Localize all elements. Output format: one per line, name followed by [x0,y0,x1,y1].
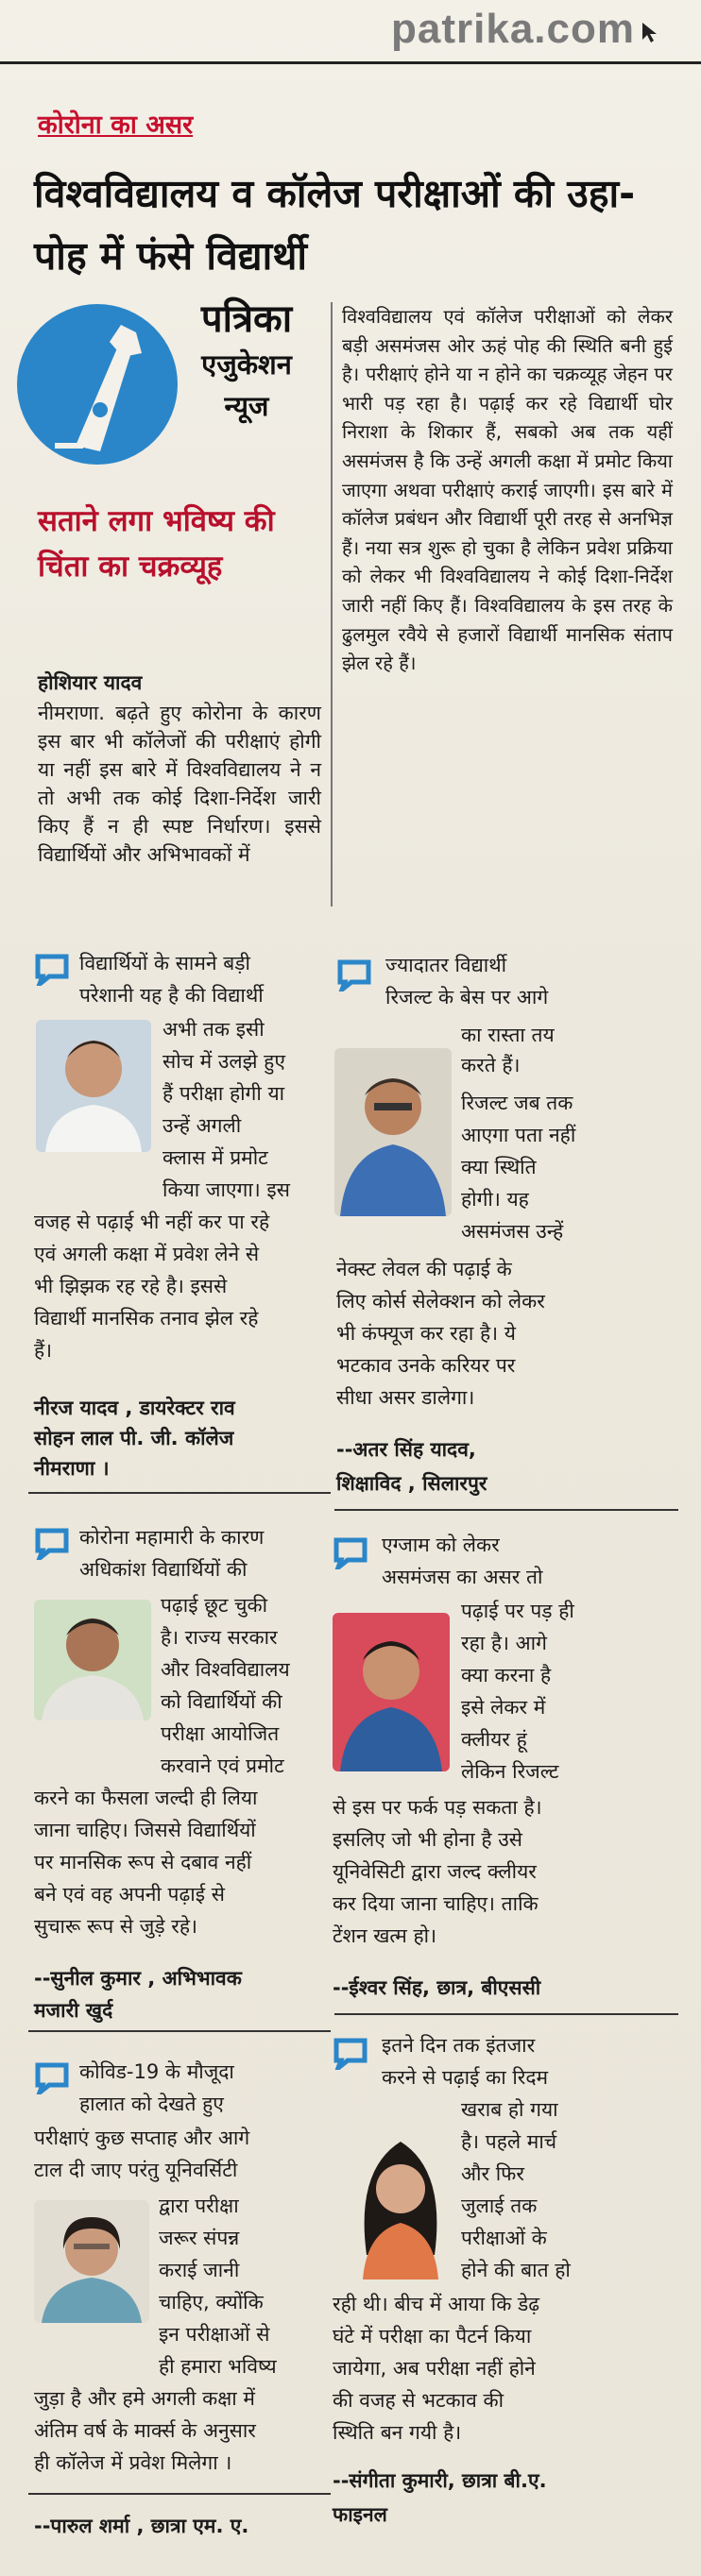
quote-line: विद्यार्थी मानसिक तनाव झेल रहे [34,1307,259,1330]
quote-line: हालात को देखते हुए [79,2093,224,2115]
person-photo [334,1048,452,1216]
quote-icon [333,1537,368,1569]
quote-line: अधिकांश विद्यार्थियों की [79,1558,248,1581]
quote-line: ही कॉलेज में प्रवेश मिलेगा । [34,2451,232,2474]
quote-line: नेक्स्ट लेवल की पढ़ाई के [336,1258,512,1280]
quote-signature: नीमराणा । [34,1457,110,1480]
quote-signature: --ईश्वर सिंह, छात्र, बीएससी [333,1976,541,1999]
quote-signature: सोहन लाल पी. जी. कॉलेज [34,1427,234,1449]
quote-line: भी कंफ्यूज कर रहा है। ये [336,1322,516,1345]
quote-line: की वजह से भटकाव की [333,2389,504,2412]
person-photo [333,1613,450,1771]
logo-line-3: न्यूज [224,390,269,422]
quote-line: चाहिए, क्योंकि [159,2291,264,2313]
quote-line: कोविड-19 के मौजूदा [79,2060,234,2083]
quote-line: क्या स्थिति [461,1156,537,1178]
quote-line: सुचारू रूप से जुड़े रहे। [34,1915,197,1938]
quote-line: यूनिवेसिटी द्वारा जल्द क्लीयर [333,1860,537,1883]
quote-line: परीक्षा आयोजित [161,1722,280,1745]
quote-line: रिजल्ट जब तक [461,1092,573,1114]
quote-line: टाल दी जाए परंतु यूनिवर्सिटी [34,2159,238,2181]
person-photo [350,2113,452,2279]
quote-line: जाना चाहिए। जिससे विद्यार्थियों [34,1819,256,1841]
pen-nib-logo-icon [17,304,178,465]
section-divider [334,1509,678,1511]
quote-line: जायेगा, अब परीक्षा नहीं होने [333,2357,536,2380]
quote-line: रिजल्ट के बेस पर आगे [385,986,549,1008]
cursor-icon [641,21,659,43]
quote-line: परेशानी यह है की विद्यार्थी [79,984,264,1007]
quote-signature: नीरज यादव , डायरेक्टर राव [34,1397,235,1419]
quote-line: और विश्वविद्यालय [161,1658,290,1681]
quote-line: स्थिति बन गयी है। [333,2421,462,2444]
quote-icon [333,2038,368,2070]
article-subhead: सताने लगा भविष्य की चिंता का चक्रव्यूह [38,504,275,584]
quote-line: होने की बात हो [461,2259,571,2281]
quote-line: रहा है। आगे [461,1632,547,1654]
quote-line: लेकिन रिजल्ट [461,1760,559,1783]
right-column-text: विश्वविद्यालय एवं कॉलेज परीक्षाओं को लेकर बड़ी असमंजस ओर ऊहं पोह की स्थिति बनी हुई है। परीक्षाएं होने या न होने का चक्रव्यूह जेहन पर भारी पड़ रहा है। पढ़ाई कर रहे विद्यार्थी घोर निराशा के शिकार हैं, सबको अब तक यहीं असमंजस है कि उन्हें अगली कक्षा में प्रमोट किया जाएगा अथवा परीक्षाएं कराई जाएगी। इस बारे में कॉलेज प्रबंधन और विद्यार्थी पूरी तरह से अनभिज्ञ हैं। नया सत्र शुरू हो चुका है लेकिन प्रवेश प्रक्रिया को लेकर भी विश्वविद्यालय ने कोई दिशा-निर्देश जारी नहीं किए हैं। विश्वविद्यालय के इस तरह के ढुलमुल रवैये से हजारों विद्यार्थी मानसिक संताप झेल रहे हैं। [342,305,673,675]
quote-line: इसे लेकर में [461,1696,546,1719]
section-divider [334,2013,678,2015]
quote-line: खराब हो गया [461,2098,558,2121]
article-headline: विश्वविद्यालय व कॉलेज परीक्षाओं की उहा-पोह में फंसे विद्यार्थी [34,171,636,279]
quote-signature: शिक्षाविद , सिलारपुर [336,1472,487,1495]
quote-line: एवं अगली कक्षा में प्रवेश लेने से [34,1243,260,1265]
quote-line: को विद्यार्थियों की [161,1690,282,1713]
quote-line: का रास्ता तय [461,1024,555,1046]
quote-icon [336,959,372,991]
quote-line: अंतिम वर्ष के मार्क्स के अनुसार [34,2419,256,2442]
education-news-logo-text [185,295,308,427]
article-kicker: कोरोना का असर [38,110,194,140]
quote-line: ज्यादातर विद्यार्थी [385,954,507,976]
quote-line: उन्हें अगली [162,1114,242,1137]
quote-line: इतने दिन तक इंतजार [382,2034,536,2057]
quote-icon [34,954,70,986]
section-divider [28,1492,331,1494]
quote-signature: --अतर सिंह यादव, [336,1438,476,1461]
quote-line: पढ़ाई पर पड़ ही [461,1600,574,1622]
quote-signature: --सुनील कुमार , अभिभावक [34,1967,242,1990]
person-photo [36,1020,151,1152]
quote-line: असमंजस का असर तो [382,1566,543,1588]
quote-line: भटकाव उनके करियर पर [336,1354,516,1377]
person-photo [34,1600,151,1720]
quote-line: कर दिया जाना चाहिए। ताकि [333,1892,539,1915]
quote-line: जुड़ा है और हमे अगली कक्षा में [34,2387,255,2410]
quote-line: हैं परीक्षा होगी या [162,1082,285,1105]
quote-signature: फाइनल [333,2503,387,2526]
quote-line: किया जाएगा। इस [162,1178,290,1201]
brand-logo[interactable]: patrika.com [391,6,635,52]
quote-line: कराई जानी [159,2259,240,2281]
quote-line: परीक्षाओं के [461,2227,547,2249]
quote-signature: --पारुल शर्मा , छात्रा एम. ए. [34,2515,249,2537]
quote-line: घंटे में परीक्षा का पैटर्न किया [333,2325,532,2347]
quote-line: इसलिए जो भी होना है उसे [333,1828,522,1851]
quote-line: ही हमारा भविष्य [159,2355,277,2378]
masthead [0,0,701,64]
quote-line: हैं। [34,1339,53,1362]
quote-line: परीक्षाएं कुछ सप्ताह और आगे [34,2127,250,2149]
quote-line: असमंजस उन्हें [461,1220,564,1243]
quote-line: जुलाई तक [461,2195,538,2217]
quote-line: है। पहले मार्च [461,2130,557,2153]
quote-line: है। राज्य सरकार [161,1626,278,1649]
quote-line: करने का फैसला जल्दी ही लिया [34,1787,258,1809]
quote-line: आएगा पता नहीं [461,1124,576,1146]
column-divider [331,302,333,907]
quote-signature: --संगीता कुमारी, छात्रा बी.ए. [333,2469,547,2492]
section-divider [28,2030,331,2032]
quote-line: वजह से पढ़ाई भी नहीं कर पा रहे [34,1211,270,1233]
quote-line: और फिर [461,2162,524,2185]
quote-line: सोच में उलझे हुए [162,1050,285,1073]
logo-line-1: पत्रिका [200,297,293,341]
person-photo [34,2200,149,2323]
quote-line: होगी। यह [461,1188,529,1211]
quote-line: क्लीयर हूं [461,1728,527,1751]
quote-signature: मजारी खुर्द [34,1999,113,2022]
quote-line: लिए कोर्स सेलेक्शन को लेकर [336,1290,545,1313]
quote-icon [34,2062,70,2094]
article-intro: नीमराणा. बढ़ते हुए कोरोना के कारण इस बार भी कॉलेजों की परीक्षाएं होगी या नहीं इस बारे में विश्वविद्यालय ने न तो अभी तक कोई दिशा-निर्देश जारी किए हैं न ही स्पष्ट निर्धारण। इससे विद्यार्थियों और अभिभावकों में [38,702,321,866]
quote-line: द्वारा परीक्षा [159,2195,239,2217]
quote-line: पढ़ाई छूट चुकी [161,1594,268,1617]
section-divider [28,2493,331,2495]
quote-line: इन परीक्षाओं से [159,2323,270,2346]
quote-line: बने एवं वह अपनी पढ़ाई से [34,1883,225,1906]
quote-line: अभी तक इसी [162,1018,265,1041]
quote-line: भी झिझक रह रहे है। इससे [34,1275,228,1297]
quote-line: से इस पर फर्क पड़ सकता है। [333,1796,542,1819]
quote-line: पर मानसिक रूप से दबाव नहीं [34,1851,252,1873]
article-byline: होशियार यादव [38,671,143,694]
quote-line: क्लास में प्रमोट [162,1146,268,1169]
quote-line: विद्यार्थियों के सामने बड़ी [79,952,250,974]
quote-line: रही थी। बीच में आया कि डेढ़ [333,2293,540,2315]
quote-line: करने से पढ़ाई का रिदम [382,2066,549,2089]
quote-line: करवाने एवं प्रमोट [161,1754,284,1777]
quote-line: एग्जाम को लेकर [382,1534,500,1556]
quote-line: क्या करना है [461,1664,552,1686]
quote-line: कोरोना महामारी के कारण [79,1526,265,1549]
logo-line-2: एजुकेशन [201,348,292,381]
quote-icon [34,1528,70,1560]
quote-line: टेंशन खत्म हो। [333,1924,437,1947]
quote-line: जरूर संपन्न [159,2227,240,2249]
quote-line: सीधा असर डालेगा। [336,1386,475,1409]
quote-line: करते हैं। [461,1054,521,1076]
